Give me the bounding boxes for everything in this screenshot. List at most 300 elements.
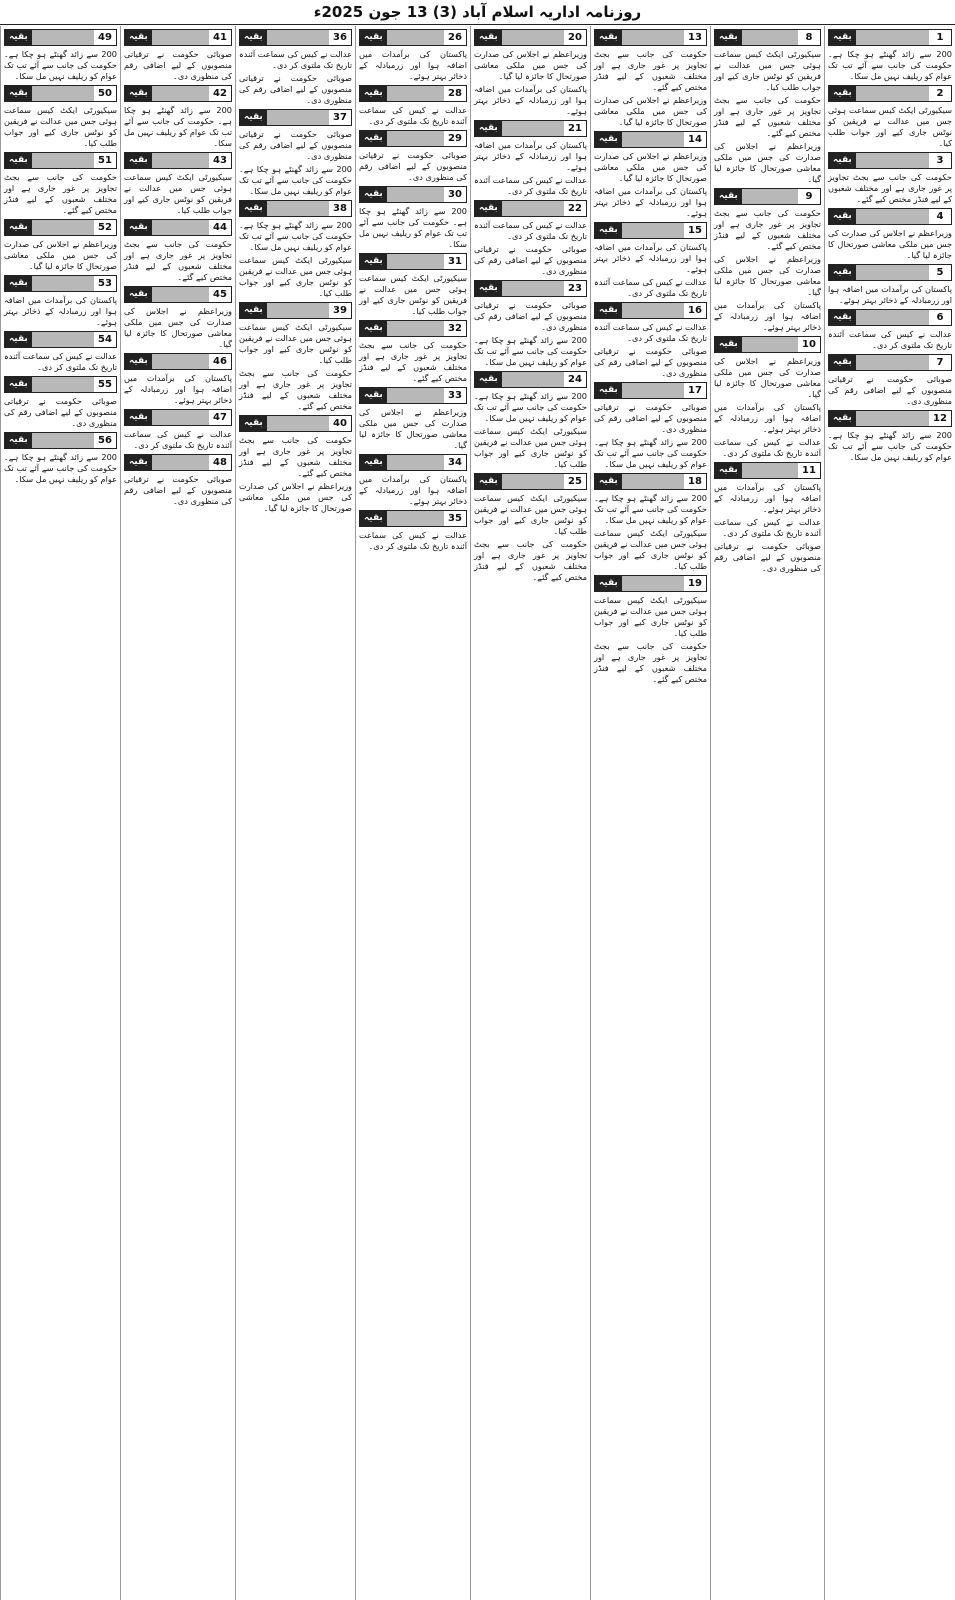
article-text: عدالت نے کیس کی سماعت آئندہ تاریخ تک ملتوی کر دی۔ (239, 49, 352, 70)
continuation-bar (32, 332, 94, 347)
continuation-box (594, 575, 707, 592)
article-text: عدالت نے کیس کی سماعت آئندہ تاریخ تک ملتوی کر دی۔ (474, 220, 587, 241)
article-text: سیکیورٹی ایکٹ کیس سماعت ہوئی جس میں عدالت نے فریقین کو نوٹس جاری کیے اور جواب طلب کیا۔ (474, 493, 587, 536)
article-text: 200 سے زائد گھنٹے ہو چکا ہے۔ حکومت کی جانب سے آئے تب تک عوام کو ریلیف نہیں مل سکا۔ (474, 391, 587, 423)
continuation-bar (152, 86, 209, 101)
continuation-label: بقیہ (360, 511, 387, 526)
continuation-box (4, 219, 117, 236)
continuation-bar (387, 187, 444, 202)
continuation-box (594, 222, 707, 239)
continuation-box (4, 432, 117, 449)
article-text: حکومت کی جانب سے بجٹ تجاویز پر غور جاری ہے اور مختلف شعبوں کے لیے فنڈز مختص کیے گئے۔ (594, 49, 707, 92)
column-4 (470, 26, 590, 1600)
article-text: سیکیورٹی ایکٹ کیس سماعت ہوئی جس میں عدالت نے فریقین کو نوٹس جاری کیے اور جواب طلب کیا۔ (714, 49, 821, 92)
continuation-box (828, 354, 952, 371)
continuation-label: بقیہ (125, 86, 152, 101)
article-text: حکومت کی جانب سے بجٹ تجاویز پر غور جاری ہے اور مختلف شعبوں کے لیے فنڈز مختص کیے گئے۔ (714, 95, 821, 138)
continuation-label: بقیہ (595, 383, 622, 398)
continuation-box (474, 473, 587, 490)
continuation-box (828, 29, 952, 46)
continuation-label: بقیہ (829, 265, 856, 280)
continuation-number: 19 (684, 576, 706, 591)
continuation-bar (267, 303, 329, 318)
continuation-number: 50 (94, 86, 116, 101)
continuation-bar (267, 30, 329, 45)
article-text: پاکستان کی برآمدات میں اضافہ ہوا اور زرمبادلہ کے ذخائر بہتر ہوئے۔ (474, 140, 587, 172)
continuation-number: 4 (929, 209, 951, 224)
article-text: سیکیورٹی ایکٹ کیس سماعت ہوئی جس میں عدالت نے فریقین کو نوٹس جاری کیے اور جواب طلب کیا۔ (594, 528, 707, 571)
continuation-label: بقیہ (475, 201, 502, 216)
continuation-box (359, 387, 467, 404)
continuation-label: بقیہ (829, 310, 856, 325)
continuation-box (828, 152, 952, 169)
continuation-bar (387, 388, 444, 403)
column-3 (590, 26, 710, 1600)
continuation-bar (387, 131, 444, 146)
article-text: عدالت نے کیس کی سماعت آئندہ تاریخ تک ملتوی کر دی۔ (359, 530, 467, 551)
article-text: صوبائی حکومت نے ترقیاتی منصوبوں کے لیے اضافی رقم کی منظوری دی۔ (594, 402, 707, 434)
continuation-bar (742, 189, 798, 204)
continuation-bar (32, 86, 94, 101)
continuation-number: 49 (94, 30, 116, 45)
continuation-number: 40 (329, 416, 351, 431)
continuation-box (359, 186, 467, 203)
article-text: 200 سے زائد گھنٹے ہو چکا ہے۔ حکومت کی جانب سے آئے تب تک عوام کو ریلیف نہیں مل سکا۔ (4, 49, 117, 81)
continuation-number: 33 (444, 388, 466, 403)
continuation-box (359, 130, 467, 147)
article-text: عدالت نے کیس کی سماعت آئندہ تاریخ تک ملتوی کر دی۔ (359, 105, 467, 126)
continuation-box (714, 29, 821, 46)
continuation-label: بقیہ (125, 287, 152, 302)
continuation-bar (152, 410, 209, 425)
continuation-box (474, 371, 587, 388)
continuation-number: 9 (798, 189, 820, 204)
article-text: حکومت کی جانب سے بجٹ تجاویز پر غور جاری ہے اور مختلف شعبوں کے لیے فنڈز مختص کیے گئے۔ (239, 368, 352, 411)
article-text: پاکستان کی برآمدات میں اضافہ ہوا اور زرمبادلہ کے ذخائر بہتر ہوئے۔ (828, 284, 952, 305)
continuation-label: بقیہ (5, 153, 32, 168)
article-text: وزیراعظم نے اجلاس کی صدارت کی جس میں ملکی معاشی صورتحال کا جائزہ لیا گیا۔ (124, 306, 232, 349)
continuation-label: بقیہ (475, 372, 502, 387)
continuation-number: 34 (444, 455, 466, 470)
continuation-bar (267, 416, 329, 431)
continuation-box (359, 85, 467, 102)
article-text: 200 سے زائد گھنٹے ہو چکا ہے۔ حکومت کی جانب سے آئے تب تک عوام کو ریلیف نہیں مل سکا۔ (594, 437, 707, 469)
continuation-number: 25 (564, 474, 586, 489)
continuation-bar (152, 455, 209, 470)
article-text: 200 سے زائد گھنٹے ہو چکا ہے۔ حکومت کی جانب سے آئے تب تک عوام کو ریلیف نہیں مل سکا۔ (474, 335, 587, 367)
continuation-box (714, 188, 821, 205)
continuation-box (828, 208, 952, 225)
continuation-bar (387, 455, 444, 470)
continuation-bar (387, 511, 444, 526)
continuation-bar (32, 377, 94, 392)
continuation-bar (856, 355, 929, 370)
column-1 (824, 26, 955, 1600)
continuation-number: 39 (329, 303, 351, 318)
continuation-number: 30 (444, 187, 466, 202)
continuation-bar (856, 30, 929, 45)
continuation-bar (622, 474, 684, 489)
article-text: وزیراعظم نے اجلاس کی صدارت کی جس میں ملکی معاشی صورتحال کا جائزہ لیا گیا۔ (239, 481, 352, 513)
continuation-number: 15 (684, 223, 706, 238)
article-text: 200 سے زائد گھنٹے ہو چکا ہے۔ حکومت کی جانب سے آئے تب تک عوام کو ریلیف نہیں مل سکا۔ (828, 430, 952, 462)
article-text: حکومت کی جانب سے بجٹ تجاویز پر غور جاری ہے اور مختلف شعبوں کے لیے فنڈز مختص کیے گئے۔ (594, 641, 707, 684)
continuation-number: 45 (209, 287, 231, 302)
continuation-box (124, 29, 232, 46)
continuation-number: 42 (209, 86, 231, 101)
continuation-box (124, 85, 232, 102)
continuation-bar (32, 276, 94, 291)
article-text: سیکیورٹی ایکٹ کیس سماعت ہوئی جس میں عدالت نے فریقین کو نوٹس جاری کیے اور جواب طلب کیا۔ (594, 595, 707, 638)
continuation-bar (622, 30, 684, 45)
continuation-label: بقیہ (829, 209, 856, 224)
continuation-bar (622, 132, 684, 147)
article-text: عدالت نے کیس کی سماعت آئندہ تاریخ تک ملتوی کر دی۔ (594, 322, 707, 343)
continuation-bar (856, 153, 929, 168)
continuation-bar (387, 321, 444, 336)
continuation-label: بقیہ (829, 153, 856, 168)
continuation-box (124, 219, 232, 236)
continuation-box (359, 29, 467, 46)
continuation-box (594, 302, 707, 319)
continuation-bar (742, 337, 798, 352)
article-text: پاکستان کی برآمدات میں اضافہ ہوا اور زرمبادلہ کے ذخائر بہتر ہوئے۔ (714, 402, 821, 434)
continuation-bar (502, 474, 564, 489)
continuation-number: 55 (94, 377, 116, 392)
continuation-bar (856, 86, 929, 101)
continuation-number: 11 (798, 463, 820, 478)
continuation-number: 56 (94, 433, 116, 448)
article-text: پاکستان کی برآمدات میں اضافہ ہوا اور زرمبادلہ کے ذخائر بہتر ہوئے۔ (474, 84, 587, 116)
article-text: پاکستان کی برآمدات میں اضافہ ہوا اور زرمبادلہ کے ذخائر بہتر ہوئے۔ (4, 295, 117, 327)
continuation-label: بقیہ (125, 354, 152, 369)
continuation-number: 21 (564, 121, 586, 136)
continuation-number: 53 (94, 276, 116, 291)
article-text: صوبائی حکومت نے ترقیاتی منصوبوں کے لیے اضافی رقم کی منظوری دی۔ (474, 300, 587, 332)
continuation-box (239, 415, 352, 432)
continuation-label: بقیہ (595, 30, 622, 45)
continuation-box (828, 264, 952, 281)
continuation-label: بقیہ (360, 30, 387, 45)
continuation-number: 14 (684, 132, 706, 147)
continuation-bar (32, 220, 94, 235)
article-text: 200 سے زائد گھنٹے ہو چکا ہے۔ حکومت کی جانب سے آئے تب تک عوام کو ریلیف نہیں مل سکا۔ (239, 220, 352, 252)
article-text: حکومت کی جانب سے بجٹ تجاویز پر غور جاری ہے اور مختلف شعبوں کے لیے فنڈز مختص کیے گئے۔ (714, 208, 821, 251)
continuation-label: بقیہ (5, 30, 32, 45)
article-text: وزیراعظم نے اجلاس کی صدارت کی جس میں ملکی معاشی صورتحال کا جائزہ لیا گیا۔ (594, 151, 707, 183)
column-5 (355, 26, 470, 1600)
continuation-number: 13 (684, 30, 706, 45)
continuation-label: بقیہ (125, 30, 152, 45)
continuation-box (4, 376, 117, 393)
continuation-bar (387, 86, 444, 101)
article-text: سیکیورٹی ایکٹ کیس سماعت ہوئی جس میں عدالت نے فریقین کو نوٹس جاری کیے اور جواب طلب کیا۔ (474, 426, 587, 469)
article-text: وزیراعظم نے اجلاس کی صدارت کی جس میں ملکی معاشی صورتحال کا جائزہ لیا گیا۔ (714, 356, 821, 399)
continuation-label: بقیہ (715, 337, 742, 352)
column-2 (710, 26, 824, 1600)
article-text: پاکستان کی برآمدات میں اضافہ ہوا اور زرمبادلہ کے ذخائر بہتر ہوئے۔ (359, 49, 467, 81)
continuation-number: 26 (444, 30, 466, 45)
continuation-number: 1 (929, 30, 951, 45)
continuation-number: 6 (929, 310, 951, 325)
continuation-bar (387, 30, 444, 45)
continuation-box (239, 29, 352, 46)
continuation-label: بقیہ (475, 281, 502, 296)
continuation-bar (502, 121, 564, 136)
continuation-label: بقیہ (360, 187, 387, 202)
continuation-box (474, 200, 587, 217)
continuation-label: بقیہ (595, 474, 622, 489)
continuation-box (239, 302, 352, 319)
article-text: صوبائی حکومت نے ترقیاتی منصوبوں کے لیے اضافی رقم کی منظوری دی۔ (4, 396, 117, 428)
article-text: سیکیورٹی ایکٹ کیس سماعت ہوئی جس میں عدالت نے فریقین کو نوٹس جاری کیے اور جواب طلب کیا۔ (4, 105, 117, 148)
continuation-number: 46 (209, 354, 231, 369)
continuation-box (124, 286, 232, 303)
continuation-label: بقیہ (125, 220, 152, 235)
continuation-number: 24 (564, 372, 586, 387)
continuation-box (124, 353, 232, 370)
article-text: پاکستان کی برآمدات میں اضافہ ہوا اور زرمبادلہ کے ذخائر بہتر ہوئے۔ (359, 474, 467, 506)
page-header (0, 0, 955, 25)
continuation-number: 51 (94, 153, 116, 168)
continuation-label: بقیہ (5, 377, 32, 392)
continuation-number: 22 (564, 201, 586, 216)
continuation-number: 35 (444, 511, 466, 526)
continuation-number: 23 (564, 281, 586, 296)
continuation-number: 44 (209, 220, 231, 235)
article-text: عدالت نے کیس کی سماعت آئندہ تاریخ تک ملتوی کر دی۔ (828, 329, 952, 350)
article-text: سیکیورٹی ایکٹ کیس سماعت ہوئی جس میں عدالت نے فریقین کو نوٹس جاری کیے اور جواب طلب کیا۔ (828, 105, 952, 148)
article-text: سیکیورٹی ایکٹ کیس سماعت ہوئی جس میں عدالت نے فریقین کو نوٹس جاری کیے اور جواب طلب کیا۔ (124, 172, 232, 215)
article-text: سیکیورٹی ایکٹ کیس سماعت ہوئی جس میں عدالت نے فریقین کو نوٹس جاری کیے اور جواب طلب کیا۔ (359, 273, 467, 316)
continuation-box (124, 152, 232, 169)
continuation-label: بقیہ (360, 321, 387, 336)
article-text: وزیراعظم نے اجلاس کی صدارت کی جس میں ملکی معاشی صورتحال کا جائزہ لیا گیا۔ (594, 95, 707, 127)
continuation-label: بقیہ (829, 30, 856, 45)
continuation-box (594, 131, 707, 148)
continuation-bar (502, 30, 564, 45)
continuation-box (4, 29, 117, 46)
continuation-bar (152, 153, 209, 168)
continuation-bar (152, 30, 209, 45)
article-text: عدالت نے کیس کی سماعت آئندہ تاریخ تک ملتوی کر دی۔ (474, 175, 587, 196)
continuation-box (124, 454, 232, 471)
column-7 (120, 26, 235, 1600)
continuation-bar (267, 201, 329, 216)
article-text: عدالت نے کیس کی سماعت آئندہ تاریخ تک ملتوی کر دی۔ (714, 517, 821, 538)
continuation-box (828, 85, 952, 102)
article-text: وزیراعظم نے اجلاس کی صدارت کی جس میں ملکی معاشی صورتحال کا جائزہ لیا گیا۔ (828, 228, 952, 260)
continuation-box (474, 29, 587, 46)
article-text: وزیراعظم نے اجلاس کی صدارت کی جس میں ملکی معاشی صورتحال کا جائزہ لیا گیا۔ (359, 407, 467, 450)
continuation-box (714, 462, 821, 479)
continuation-label: بقیہ (475, 474, 502, 489)
continuation-number: 37 (329, 110, 351, 125)
continuation-label: بقیہ (240, 201, 267, 216)
continuation-box (4, 331, 117, 348)
continuation-bar (856, 310, 929, 325)
continuation-number: 47 (209, 410, 231, 425)
column-6 (235, 26, 355, 1600)
continuation-box (239, 200, 352, 217)
article-text: 200 سے زائد گھنٹے ہو چکا ہے۔ حکومت کی جانب سے آئے تب تک عوام کو ریلیف نہیں مل سکا۔ (359, 206, 467, 249)
continuation-number: 8 (798, 30, 820, 45)
continuation-bar (267, 110, 329, 125)
article-text: حکومت کی جانب سے بجٹ تجاویز پر غور جاری ہے اور مختلف شعبوں کے لیے فنڈز مختص کیے گئے۔ (474, 539, 587, 582)
article-text: پاکستان کی برآمدات میں اضافہ ہوا اور زرمبادلہ کے ذخائر بہتر ہوئے۔ (124, 373, 232, 405)
continuation-number: 20 (564, 30, 586, 45)
continuation-number: 43 (209, 153, 231, 168)
continuation-label: بقیہ (829, 411, 856, 426)
continuation-box (4, 152, 117, 169)
article-text: عدالت نے کیس کی سماعت آئندہ تاریخ تک ملتوی کر دی۔ (714, 437, 821, 458)
article-text: وزیراعظم نے اجلاس کی صدارت کی جس میں ملکی معاشی صورتحال کا جائزہ لیا گیا۔ (714, 254, 821, 297)
continuation-number: 2 (929, 86, 951, 101)
continuation-bar (152, 220, 209, 235)
article-text: صوبائی حکومت نے ترقیاتی منصوبوں کے لیے اضافی رقم کی منظوری دی۔ (239, 129, 352, 161)
continuation-box (474, 120, 587, 137)
continuation-label: بقیہ (240, 416, 267, 431)
continuation-number: 41 (209, 30, 231, 45)
continuation-label: بقیہ (475, 121, 502, 136)
continuation-number: 5 (929, 265, 951, 280)
continuation-number: 16 (684, 303, 706, 318)
continuation-box (594, 382, 707, 399)
article-text: حکومت کی جانب سے بجٹ تجاویز پر غور جاری ہے اور مختلف شعبوں کے لیے فنڈز مختص کیے گئے۔ (239, 435, 352, 478)
article-text: سیکیورٹی ایکٹ کیس سماعت ہوئی جس میں عدالت نے فریقین کو نوٹس جاری کیے اور جواب طلب کیا۔ (239, 322, 352, 365)
continuation-box (124, 409, 232, 426)
continuation-bar (622, 576, 684, 591)
continuation-number: 31 (444, 254, 466, 269)
continuation-number: 36 (329, 30, 351, 45)
continuation-box (594, 29, 707, 46)
continuation-box (239, 109, 352, 126)
continuation-number: 48 (209, 455, 231, 470)
article-text: سیکیورٹی ایکٹ کیس سماعت ہوئی جس میں عدالت نے فریقین کو نوٹس جاری کیے اور جواب طلب کیا۔ (239, 255, 352, 298)
article-text: حکومت کی جانب سے بجٹ تجاویز پر غور جاری ہے اور مختلف شعبوں کے لیے فنڈز مختص کیے گئے۔ (828, 172, 952, 204)
article-text: 200 سے زائد گھنٹے ہو چکا ہے۔ حکومت کی جانب سے آئے تب تک عوام کو ریلیف نہیں مل سکا۔ (594, 493, 707, 525)
continuation-label: بقیہ (360, 131, 387, 146)
continuation-number: 7 (929, 355, 951, 370)
continuation-label: بقیہ (595, 132, 622, 147)
article-text: صوبائی حکومت نے ترقیاتی منصوبوں کے لیے اضافی رقم کی منظوری دی۔ (124, 474, 232, 506)
continuation-box (714, 336, 821, 353)
continuation-label: بقیہ (360, 455, 387, 470)
continuation-box (359, 320, 467, 337)
continuation-bar (387, 254, 444, 269)
newspaper-title: روزنامہ اداریہ اسلام آباد (3) 13 جون 2025ء (313, 3, 642, 21)
article-text: عدالت نے کیس کی سماعت آئندہ تاریخ تک ملتوی کر دی۔ (124, 429, 232, 450)
continuation-label: بقیہ (829, 355, 856, 370)
continuation-number: 32 (444, 321, 466, 336)
continuation-label: بقیہ (475, 30, 502, 45)
continuation-label: بقیہ (595, 576, 622, 591)
continuation-bar (502, 201, 564, 216)
continuation-box (359, 253, 467, 270)
continuation-number: 29 (444, 131, 466, 146)
continuation-box (359, 510, 467, 527)
article-text: صوبائی حکومت نے ترقیاتی منصوبوں کے لیے اضافی رقم کی منظوری دی۔ (239, 73, 352, 105)
article-text: صوبائی حکومت نے ترقیاتی منصوبوں کے لیے اضافی رقم کی منظوری دی۔ (714, 541, 821, 573)
article-text: 200 سے زائد گھنٹے ہو چکا ہے۔ حکومت کی جانب سے آئے تب تک عوام کو ریلیف نہیں مل سکا۔ (4, 452, 117, 484)
continuation-number: 18 (684, 474, 706, 489)
continuation-box (359, 454, 467, 471)
continuation-label: بقیہ (240, 30, 267, 45)
article-text: حکومت کی جانب سے بجٹ تجاویز پر غور جاری ہے اور مختلف شعبوں کے لیے فنڈز مختص کیے گئے۔ (4, 172, 117, 215)
continuation-box (4, 275, 117, 292)
continuation-label: بقیہ (125, 410, 152, 425)
continuation-bar (856, 209, 929, 224)
continuation-label: بقیہ (715, 189, 742, 204)
continuation-label: بقیہ (240, 303, 267, 318)
continuation-label: بقیہ (5, 86, 32, 101)
continuation-number: 3 (929, 153, 951, 168)
continuation-label: بقیہ (5, 276, 32, 291)
article-text: صوبائی حکومت نے ترقیاتی منصوبوں کے لیے اضافی رقم کی منظوری دی۔ (359, 150, 467, 182)
article-text: عدالت نے کیس کی سماعت آئندہ تاریخ تک ملتوی کر دی۔ (594, 277, 707, 298)
continuation-label: بقیہ (5, 433, 32, 448)
continuation-number: 38 (329, 201, 351, 216)
continuation-bar (502, 372, 564, 387)
continuation-label: بقیہ (715, 30, 742, 45)
article-text: وزیراعظم نے اجلاس کی صدارت کی جس میں ملکی معاشی صورتحال کا جائزہ لیا گیا۔ (714, 141, 821, 184)
article-text: عدالت نے کیس کی سماعت آئندہ تاریخ تک ملتوی کر دی۔ (4, 351, 117, 372)
article-text: صوبائی حکومت نے ترقیاتی منصوبوں کے لیے اضافی رقم کی منظوری دی۔ (474, 244, 587, 276)
article-text: صوبائی حکومت نے ترقیاتی منصوبوں کے لیے اضافی رقم کی منظوری دی۔ (124, 49, 232, 81)
continuation-label: بقیہ (360, 254, 387, 269)
continuation-bar (622, 303, 684, 318)
continuation-bar (622, 223, 684, 238)
article-text: پاکستان کی برآمدات میں اضافہ ہوا اور زرمبادلہ کے ذخائر بہتر ہوئے۔ (594, 242, 707, 274)
continuation-box (4, 85, 117, 102)
column-8 (0, 26, 120, 1600)
continuation-number: 52 (94, 220, 116, 235)
continuation-bar (152, 354, 209, 369)
continuation-label: بقیہ (595, 223, 622, 238)
continuation-number: 17 (684, 383, 706, 398)
continuation-label: بقیہ (360, 388, 387, 403)
article-text: 200 سے زائد گھنٹے ہو چکا ہے۔ حکومت کی جانب سے آئے تب تک عوام کو ریلیف نہیں مل سکا۔ (124, 105, 232, 148)
continuation-box (474, 280, 587, 297)
continuation-label: بقیہ (360, 86, 387, 101)
article-text: حکومت کی جانب سے بجٹ تجاویز پر غور جاری ہے اور مختلف شعبوں کے لیے فنڈز مختص کیے گئے۔ (359, 340, 467, 383)
continuation-label: بقیہ (829, 86, 856, 101)
continuation-label: بقیہ (715, 463, 742, 478)
continuation-box (828, 410, 952, 427)
continuation-label: بقیہ (5, 332, 32, 347)
continuation-number: 28 (444, 86, 466, 101)
article-text: 200 سے زائد گھنٹے ہو چکا ہے۔ حکومت کی جانب سے آئے تب تک عوام کو ریلیف نہیں مل سکا۔ (828, 49, 952, 81)
continuation-number: 54 (94, 332, 116, 347)
article-text: پاکستان کی برآمدات میں اضافہ ہوا اور زرمبادلہ کے ذخائر بہتر ہوئے۔ (714, 482, 821, 514)
continuation-label: بقیہ (240, 110, 267, 125)
continuation-bar (152, 287, 209, 302)
continuation-label: بقیہ (125, 455, 152, 470)
continuation-bar (742, 463, 798, 478)
article-text: حکومت کی جانب سے بجٹ تجاویز پر غور جاری ہے اور مختلف شعبوں کے لیے فنڈز مختص کیے گئے۔ (124, 239, 232, 282)
continuation-bar (32, 433, 94, 448)
continuation-label: بقیہ (125, 153, 152, 168)
continuation-bar (622, 383, 684, 398)
article-text: پاکستان کی برآمدات میں اضافہ ہوا اور زرمبادلہ کے ذخائر بہتر ہوئے۔ (594, 186, 707, 218)
continuation-bar (856, 411, 929, 426)
article-text: صوبائی حکومت نے ترقیاتی منصوبوں کے لیے اضافی رقم کی منظوری دی۔ (594, 346, 707, 378)
article-text: وزیراعظم نے اجلاس کی صدارت کی جس میں ملکی معاشی صورتحال کا جائزہ لیا گیا۔ (4, 239, 117, 271)
continuation-bar (32, 30, 94, 45)
article-text: پاکستان کی برآمدات میں اضافہ ہوا اور زرمبادلہ کے ذخائر بہتر ہوئے۔ (714, 300, 821, 332)
continuation-bar (742, 30, 798, 45)
continuation-bar (856, 265, 929, 280)
